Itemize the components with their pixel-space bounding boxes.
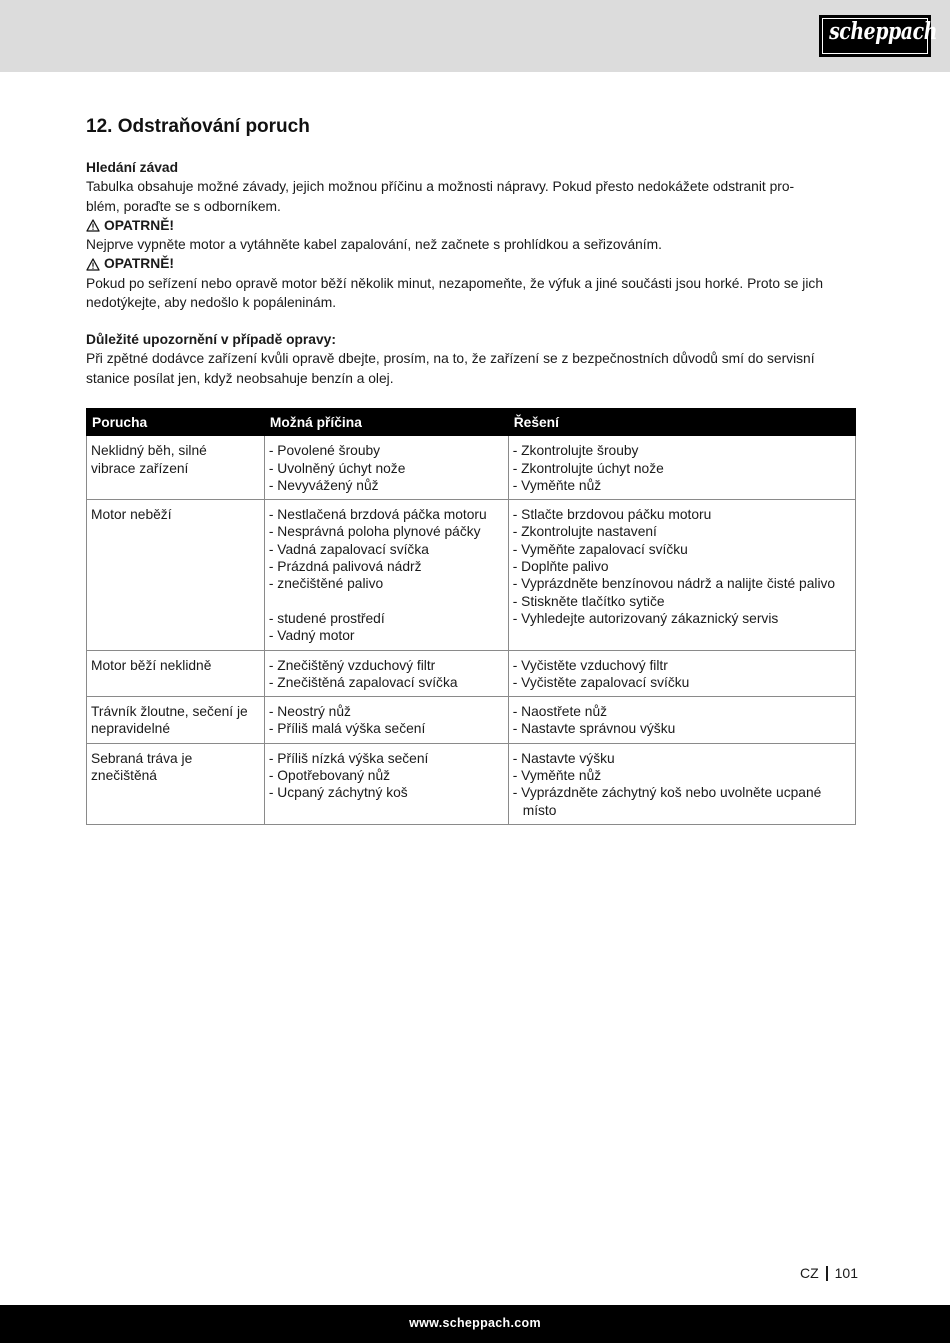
cell-line: - Neostrý nůž bbox=[268, 704, 351, 720]
solution-cell bbox=[508, 650, 855, 697]
cell-line: - Povolené šrouby bbox=[268, 443, 381, 459]
caution-text: Nejprve vypněte motor a vytáhněte kabel zapalování, než začnete s prohlídkou a seřizováním. bbox=[86, 237, 662, 253]
fault-cell bbox=[87, 650, 265, 697]
logo-text: scheppach bbox=[829, 18, 937, 45]
fault-cell bbox=[87, 697, 265, 744]
table-row bbox=[87, 743, 856, 824]
cell-gap bbox=[269, 593, 504, 610]
cause-cell bbox=[264, 697, 508, 744]
scheppach-logo bbox=[819, 15, 937, 57]
intro-heading: Hledání závad bbox=[86, 160, 179, 175]
repair-note-heading: Důležité upozornění v případě opravy: bbox=[86, 332, 336, 347]
page-separator bbox=[826, 1266, 828, 1281]
solution-cell bbox=[508, 436, 855, 500]
cell-line: - Ucpaný záchytný koš bbox=[268, 785, 408, 801]
header-fault: Porucha bbox=[87, 409, 265, 436]
fault-cell bbox=[87, 743, 265, 824]
header-solution: Řešení bbox=[508, 409, 855, 436]
table-row bbox=[87, 650, 856, 697]
cell-line: - Příliš nízká výška sečení bbox=[268, 750, 429, 766]
caution-label bbox=[86, 254, 856, 273]
troubleshooting-table bbox=[86, 408, 856, 825]
cause-cell bbox=[264, 500, 508, 650]
cell-line: - Znečištěná zapalovací svíčka bbox=[268, 674, 458, 690]
fault-cell bbox=[87, 500, 265, 650]
cell-line: - Vadná zapalovací svíčka bbox=[268, 541, 429, 557]
solution-cell bbox=[508, 500, 855, 650]
intro-text-line: blém, poraďte se s odborníkem. bbox=[86, 198, 281, 214]
cell-line: - Nastavte správnou výšku bbox=[512, 721, 676, 737]
cell-line: - znečištěné palivo bbox=[268, 576, 384, 592]
cell-line: - Uvolněný úchyt nože bbox=[268, 460, 406, 476]
cell-line: - Zkontrolujte úchyt nože bbox=[512, 460, 664, 476]
repair-note bbox=[86, 330, 856, 388]
cell-line: - Prázdná palivová nádrž bbox=[268, 559, 422, 575]
caution-label bbox=[86, 216, 856, 235]
cell-line: - Vyprázdněte benzínovou nádrž a nalijte čisté palivo bbox=[512, 576, 836, 592]
cell-line: - Zkontrolujte nastavení bbox=[512, 524, 657, 540]
cell-line: Motor neběží bbox=[91, 507, 172, 523]
section-title: 12. Odstraňování poruch bbox=[86, 116, 310, 137]
caution-text-line: nedotýkejte, aby nedošlo k popáleninám. bbox=[86, 295, 337, 311]
caution-label-text: OPATRNĚ! bbox=[104, 256, 175, 272]
warning-triangle-icon bbox=[86, 258, 100, 271]
cell-line: - Nevyvážený nůž bbox=[268, 477, 379, 493]
cell-line: - Stiskněte tlačítko sytiče bbox=[512, 593, 665, 609]
cell-line: - Vyměňte nůž bbox=[512, 477, 602, 493]
cell-line: Neklidný běh, silné bbox=[91, 443, 207, 459]
table-header-row bbox=[87, 409, 856, 436]
footer-band bbox=[0, 1305, 950, 1343]
intro-text-line: Tabulka obsahuje možné závady, jejich možnou příčinu a možnosti nápravy. Pokud přesto nedokážete odstranit pro- bbox=[86, 179, 795, 195]
cell-line: - studené prostředí bbox=[268, 610, 385, 626]
table-row bbox=[87, 436, 856, 500]
cause-cell bbox=[264, 743, 508, 824]
header-cause: Možná příčina bbox=[264, 409, 508, 436]
cell-line: - Vadný motor bbox=[268, 628, 355, 644]
page-number bbox=[800, 1265, 858, 1281]
cell-line: - Vyměňte nůž bbox=[512, 768, 602, 784]
cell-line: - Vyměňte zapalovací svíčku bbox=[512, 541, 688, 557]
cell-line: nepravidelné bbox=[91, 721, 171, 737]
repair-note-line: stanice posílat jen, když neobsahuje benzín a olej. bbox=[86, 370, 394, 386]
page-lang: CZ bbox=[799, 1265, 819, 1281]
cell-line: - Nastavte výšku bbox=[512, 750, 615, 766]
cell-line: - Doplňte palivo bbox=[512, 559, 609, 575]
cause-cell bbox=[264, 436, 508, 500]
cell-line: - Nestlačená brzdová páčka motoru bbox=[268, 507, 487, 523]
cell-line: vibrace zařízení bbox=[91, 460, 189, 476]
caution-label-text: OPATRNĚ! bbox=[104, 217, 175, 233]
cell-line: - Stlačte brzdovou páčku motoru bbox=[512, 507, 712, 523]
cell-line: - Vyhledejte autorizovaný zákaznický servis bbox=[512, 610, 779, 626]
page-num: 101 bbox=[834, 1265, 858, 1281]
header-band bbox=[0, 0, 950, 72]
repair-note-line: Při zpětné dodávce zařízení kvůli opravě dbejte, prosím, na to, že zařízení se z bezpečnostních důvodů smí do servisní bbox=[86, 351, 815, 367]
intro-section bbox=[86, 158, 856, 312]
footer-url[interactable]: www.scheppach.com bbox=[409, 1316, 541, 1330]
cell-line: Sebraná tráva je bbox=[91, 750, 193, 766]
cell-line: - Naostřete nůž bbox=[512, 704, 608, 720]
solution-cell bbox=[508, 697, 855, 744]
cell-line: znečištěná bbox=[91, 768, 157, 784]
cell-line: - Vyčistěte zapalovací svíčku bbox=[512, 674, 690, 690]
cell-line: - Nesprávná poloha plynové páčky bbox=[268, 524, 481, 540]
cell-line: - Zkontrolujte šrouby bbox=[512, 443, 639, 459]
warning-triangle-icon bbox=[86, 219, 100, 232]
cell-line: - Znečištěný vzduchový filtr bbox=[268, 657, 436, 673]
cell-line: Motor běží neklidně bbox=[91, 657, 212, 673]
solution-cell bbox=[508, 743, 855, 824]
table-row bbox=[87, 697, 856, 744]
caution-text-line: Pokud po seřízení nebo opravě motor běží několik minut, nezapomeňte, že výfuk a jiné součásti jsou horké. Proto se jich bbox=[86, 275, 824, 291]
cell-line: - Opotřebovaný nůž bbox=[268, 768, 391, 784]
cell-line: - Příliš malá výška sečení bbox=[268, 721, 426, 737]
cause-cell bbox=[264, 650, 508, 697]
cell-line: Trávník žloutne, sečení je bbox=[91, 704, 248, 720]
cell-line: - Vyprázdněte záchytný koš nebo uvolněte ucpané místo bbox=[512, 785, 822, 818]
fault-cell bbox=[87, 436, 265, 500]
cell-line: - Vyčistěte vzduchový filtr bbox=[512, 657, 668, 673]
table-row bbox=[87, 500, 856, 650]
